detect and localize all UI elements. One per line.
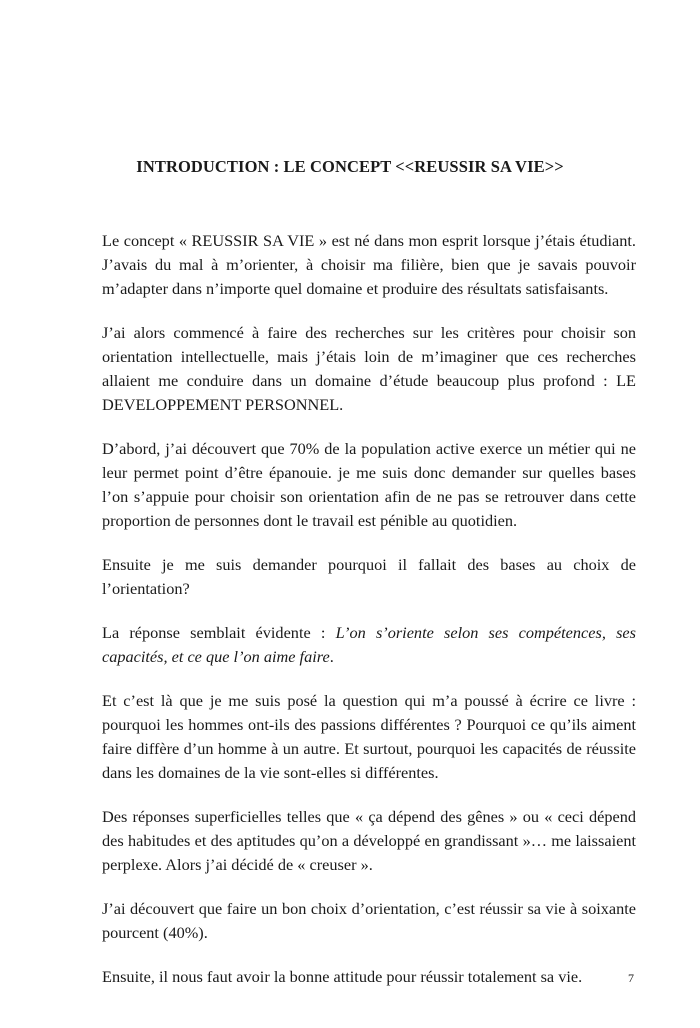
chapter-title: INTRODUCTION : LE CONCEPT <<REUSSIR SA VIE>> xyxy=(136,157,564,176)
paragraph: Des réponses superficielles telles que « ça dépend des gênes » ou « ceci dépend des habitudes et des aptitudes qu’on a développé en grandissant »… me laissaient perplexe. Alors j’ai décidé de « creuser ». xyxy=(102,807,636,874)
answer-lead: La réponse semblait évidente : xyxy=(102,623,336,642)
page-number: 7 xyxy=(628,971,634,985)
paragraph: Ensuite je me suis demander pourquoi il fallait des bases au choix de l’orientation? xyxy=(102,555,636,598)
paragraph: J’ai alors commencé à faire des recherches sur les critères pour choisir son orientation intellectuelle, mais j’étais loin de m’imaginer que ces recherches allaient me conduire dans un domaine d’étude beaucoup plus profond : LE DEVELOPPEMENT PERSONNEL. xyxy=(102,323,636,414)
paragraph: Et c’est là que je me suis posé la question qui m’a poussé à écrire ce livre : pourquoi les hommes ont-ils des passions différentes ? Pourquoi ce qu’ils aiment faire diffère d’un homme à un autre. Et surtout, pourquoi les capacités de réussite dans les domaines de la vie sont-elles si différentes. xyxy=(102,691,636,782)
paragraph: J’ai découvert que faire un bon choix d’orientation, c’est réussir sa vie à soixante pourcent (40%). xyxy=(102,899,636,942)
paragraph: Ensuite, il nous faut avoir la bonne attitude pour réussir totalement sa vie. xyxy=(102,967,583,986)
chapter-body xyxy=(102,229,636,989)
paragraph: Le concept « REUSSIR SA VIE » est né dans mon esprit lorsque j’étais étudiant. J’avais du mal à m’orienter, à choisir ma filière, bien que je savais pouvoir m’adapter dans n’importe quel domaine et produire des résultats satisfaisants. xyxy=(102,231,636,298)
answer-emphasis: L’on s’oriente selon ses compétences, ses capacités, et ce que l’on aime faire xyxy=(102,623,636,666)
answer-trail: . xyxy=(329,647,334,666)
answer-paragraph xyxy=(102,621,636,669)
paragraph: D’abord, j’ai découvert que 70% de la population active exerce un métier qui ne leur permet point d’être épanouie. je me suis donc demander sur quelles bases l’on s’appuie pour choisir son orientation afin de ne pas se retrouver dans cette proportion de personnes dont le travail est pénible au quotidien. xyxy=(102,439,636,530)
